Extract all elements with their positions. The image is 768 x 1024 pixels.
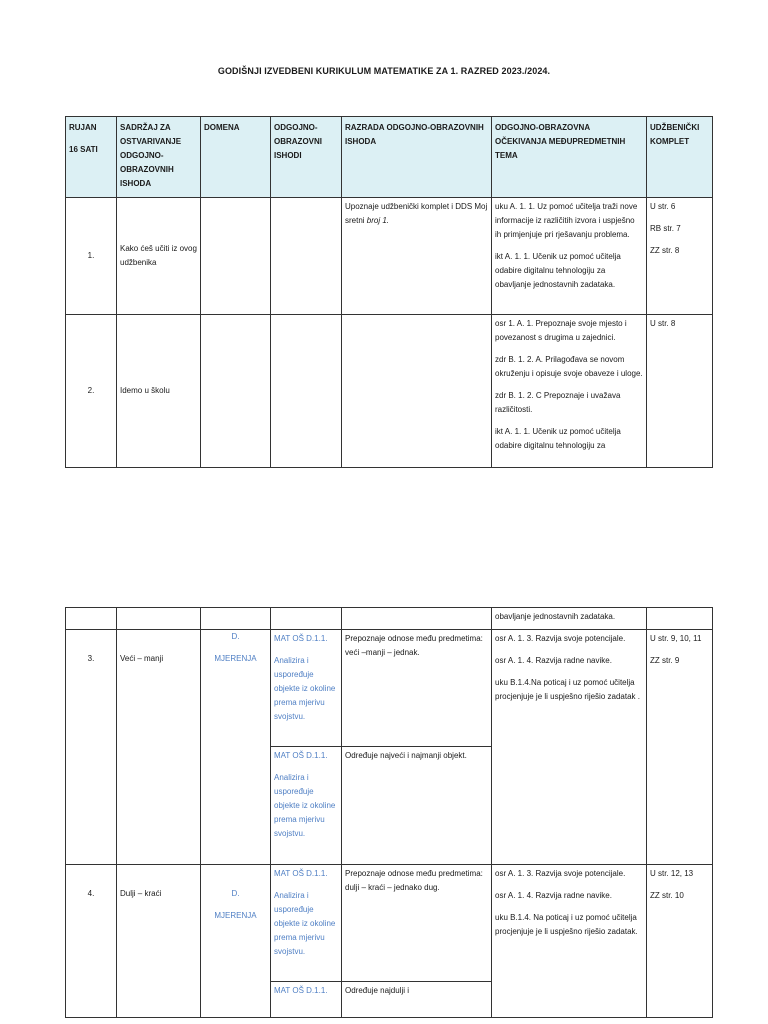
- book-ref: ZZ str. 9: [650, 656, 680, 665]
- row-outcomes: [271, 315, 342, 468]
- row-content: Idemo u školu: [117, 315, 201, 468]
- book-ref: ZZ str. 10: [650, 891, 684, 900]
- header-content: SADRŽAJ ZA OSTVARIVANJE ODGOJNO-OBRAZOVNIH ISHODA: [117, 117, 201, 198]
- curriculum-table-top: [65, 116, 713, 468]
- expectation-item: ikt A. 1. 1. Učenik uz pomoć učitelja odabire digitalnu tehnologiju za: [495, 427, 621, 450]
- expectation-item: osr A. 1. 3. Razvija svoje potencijale.: [495, 634, 626, 643]
- outcome-code: MAT OŠ D.1.1.: [274, 634, 328, 643]
- row-number: 1.: [66, 198, 117, 315]
- outcome-text: Analizira i uspoređuje objekte iz okoline prema mjerivu svojstvu.: [274, 891, 336, 956]
- row-expectations: [492, 315, 647, 468]
- expectation-item: osr A. 1. 3. Razvija svoje potencijale.: [495, 869, 626, 878]
- header-books: UDŽBENIČKI KOMPLET: [647, 117, 713, 198]
- row-books: [647, 315, 713, 468]
- header-hours: 16 SATI: [69, 145, 98, 154]
- row-domain: [201, 865, 271, 1018]
- table-header-row: [66, 117, 713, 198]
- row-elaboration: [342, 198, 492, 315]
- expectation-item: osr A. 1. 4. Razvija radne navike.: [495, 656, 612, 665]
- header-month: RUJAN: [69, 123, 97, 132]
- row-number: 2.: [66, 315, 117, 468]
- book-ref: U str. 12, 13: [650, 869, 694, 878]
- row-expectations: [492, 630, 647, 865]
- expectation-item: ikt A. 1. 1. Učenik uz pomoć učitelja odabire digitalnu tehnologiju za obavljanje jednostavnih zadataka.: [495, 252, 621, 289]
- continuation-text: obavljanje jednostavnih zadataka.: [492, 608, 647, 630]
- row-number: 4.: [66, 865, 117, 1018]
- row-elaboration: Određuje najdulji i: [342, 982, 492, 1018]
- book-ref: U str. 6: [650, 202, 676, 211]
- header-outcomes: ODGOJNO-OBRAZOVNI ISHODI: [271, 117, 342, 198]
- table-row: [66, 198, 713, 315]
- row-outcome: [271, 982, 342, 1018]
- book-ref: RB str. 7: [650, 224, 681, 233]
- domain-code: D.: [231, 889, 240, 898]
- expectation-item: uku B.1.4.Na poticaj i uz pomoć učitelja procjenjuje je li uspješno riješio zadatak .: [495, 678, 640, 701]
- row-domain: [201, 630, 271, 865]
- row-number: 3.: [66, 630, 117, 865]
- book-ref: U str. 8: [650, 319, 676, 328]
- row-elaboration: Prepoznaje odnose među predmetima: veći –manji – jednak.: [342, 630, 492, 747]
- expectation-item: uku B.1.4. Na poticaj i uz pomoć učitelja procjenjuje je li uspješno riješio zadatak.: [495, 913, 638, 936]
- domain-code: D.: [231, 632, 240, 641]
- row-outcome: [271, 630, 342, 747]
- row-elaboration: Prepoznaje odnose među predmetima: dulji – kraći – jednako dug.: [342, 865, 492, 982]
- expectation-item: zdr B. 1. 2. C Prepoznaje i uvažava različitosti.: [495, 391, 621, 414]
- row-books: [647, 198, 713, 315]
- row-content: Veći – manji: [117, 630, 201, 865]
- curriculum-table-bottom: [65, 607, 713, 1018]
- row-elaboration: [342, 315, 492, 468]
- row-expectations: [492, 865, 647, 1018]
- row-outcome: [271, 865, 342, 982]
- domain-name: MJERENJA: [214, 654, 257, 663]
- outcome-text: Analizira i uspoređuje objekte iz okoline prema mjerivu svojstvu.: [274, 773, 336, 838]
- table-row: [66, 865, 713, 982]
- outcome-text: Analizira i uspoređuje objekte iz okoline prema mjerivu svojstvu.: [274, 656, 336, 721]
- document-title: GODIŠNJI IZVEDBENI KURIKULUM MATEMATIKE ZA 1. RAZRED 2023./2024.: [217, 66, 551, 76]
- domain-name: MJERENJA: [214, 911, 257, 920]
- continuation-row: [66, 608, 713, 630]
- book-ref: ZZ str. 8: [650, 246, 680, 255]
- row-content: Kako ćeš učiti iz ovog udžbenika: [117, 198, 201, 315]
- outcome-code: MAT OŠ D.1.1.: [274, 869, 328, 878]
- expectation-item: zdr B. 1. 2. A. Prilagođava se novom okruženju i opisuje svoje obaveze i uloge.: [495, 355, 643, 378]
- expectation-item: uku A. 1. 1. Uz pomoć učitelja traži nove informacije iz različitih izvora i uspješno ih primjenjuje pri rješavanju problema.: [495, 202, 638, 239]
- row-books: [647, 630, 713, 865]
- row-books: [647, 865, 713, 1018]
- elaboration-text: Upoznaje udžbenički komplet i DDS Moj sretni: [345, 202, 488, 225]
- row-expectations: [492, 198, 647, 315]
- row-outcome: [271, 747, 342, 865]
- header-expectations: ODGOJNO-OBRAZOVNA OČEKIVANJA MEĐUPREDMETNIH TEMA: [492, 117, 647, 198]
- outcome-code: MAT OŠ D.1.1.: [274, 986, 328, 995]
- elaboration-italic: broj 1.: [366, 216, 390, 225]
- row-domain: [201, 315, 271, 468]
- outcome-code: MAT OŠ D.1.1.: [274, 751, 328, 760]
- book-ref: U str. 9, 10, 11: [650, 634, 702, 643]
- expectation-item: osr 1. A. 1. Prepoznaje svoje mjesto i povezanost s drugima u zajednici.: [495, 319, 627, 342]
- table-row: [66, 315, 713, 468]
- header-month-cell: [66, 117, 117, 198]
- row-domain: [201, 198, 271, 315]
- header-domain: DOMENA: [201, 117, 271, 198]
- row-elaboration: Određuje najveći i najmanji objekt.: [342, 747, 492, 865]
- expectation-item: osr A. 1. 4. Razvija radne navike.: [495, 891, 612, 900]
- row-content: Dulji – kraći: [117, 865, 201, 1018]
- header-elaboration: RAZRADA ODGOJNO-OBRAZOVNIH ISHODA: [342, 117, 492, 198]
- table-row: [66, 630, 713, 747]
- row-outcomes: [271, 198, 342, 315]
